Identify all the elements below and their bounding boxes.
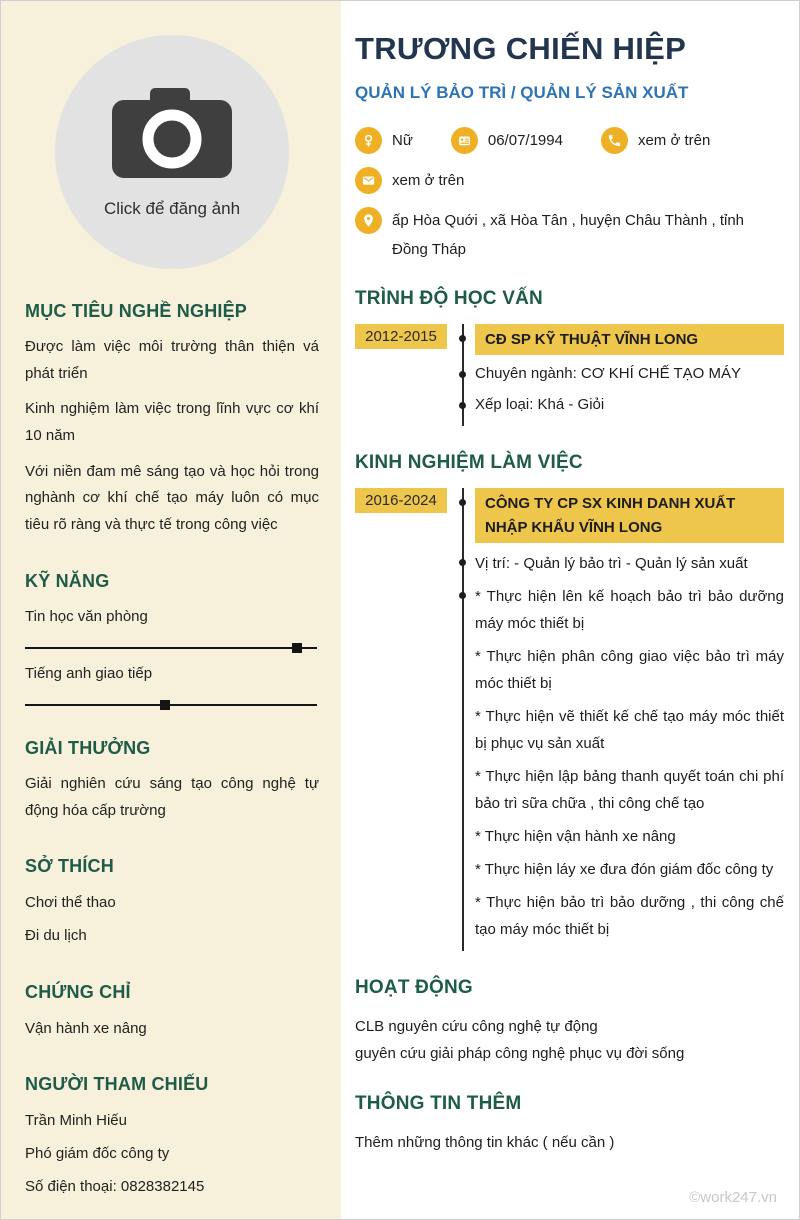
photo-upload[interactable] — [55, 35, 289, 269]
section-additional-info — [355, 1093, 784, 1156]
activity-line: CLB nguyên cứu công nghệ tự động — [355, 1017, 598, 1035]
additional-info-list — [355, 1129, 784, 1156]
photo-upload-label: Click để đăng ảnh — [103, 198, 241, 218]
objective-paragraph: Với niền đam mê sáng tạo và học hỏi trong nghành cơ khí chế tạo máy luôn có mục tiêu rõ ràng và thực tế trong công việc — [25, 462, 319, 534]
objective-paragraphs — [25, 334, 319, 539]
education-period-badge: 2012-2015 — [355, 324, 447, 349]
experience-detail: * Thực hiện lập bảng thanh quyết toán chi phí bảo trì sữa chữa , thi công chế tạo — [475, 767, 784, 812]
education-details — [475, 362, 784, 417]
contact-row-3 — [355, 207, 784, 264]
objective-paragraph: Được làm việc môi trường thân thiện vá phát triển — [25, 338, 319, 382]
education-detail: Chuyên ngành: CƠ KHÍ CHẾ TẠO MÁY — [475, 362, 784, 386]
hobbies-heading: SỞ THÍCH — [25, 856, 114, 877]
contact-address — [355, 207, 784, 264]
skill-marker[interactable] — [160, 700, 170, 710]
section-activities — [355, 977, 784, 1067]
activities-list — [355, 1013, 784, 1067]
phone-icon — [601, 127, 628, 154]
skills-list — [25, 608, 319, 706]
contact-row-1 — [355, 127, 784, 154]
skill-slider[interactable] — [25, 704, 317, 706]
experience-detail: * Thực hiện lên kế hoạch bảo trì bảo dưỡng máy móc thiết bị — [475, 583, 784, 637]
reference-line: Số điện thoại: 0828382145 — [25, 1177, 205, 1195]
candidate-job-title: QUẢN LÝ BẢO TRÌ / QUẢN LÝ SẢN XUẤT — [355, 83, 689, 102]
experience-detail: * Thực hiện bảo trì bảo dưỡng , thi công chế tạo máy móc thiết bị — [475, 893, 784, 938]
section-skills — [25, 571, 319, 706]
reference-line: Trần Minh Hiếu — [25, 1112, 127, 1130]
award-item: Giải nghiên cứu sáng tạo công nghệ tự động hóa cấp trường — [25, 774, 319, 819]
birthday-value: 06/07/1994 — [487, 132, 563, 149]
awards-heading: GIẢI THƯỞNG — [25, 737, 151, 758]
location-icon — [355, 207, 382, 234]
additional-info-heading: THÔNG TIN THÊM — [355, 1092, 522, 1114]
candidate-name: TRƯƠNG CHIẾN HIỆP — [355, 31, 687, 66]
education-heading: TRÌNH ĐỘ HỌC VẤN — [355, 288, 543, 309]
hobby-item: Đi du lịch — [25, 926, 87, 944]
activity-line: guyên cứu giải pháp công nghệ phục vụ đời sống — [355, 1044, 685, 1062]
skill-label: Tiếng anh giao tiếp — [25, 664, 153, 682]
section-objective — [25, 301, 319, 539]
email-icon — [355, 167, 382, 194]
experience-timeline — [462, 488, 784, 951]
experience-detail: * Thực hiện vận hành xe nâng — [475, 827, 676, 845]
education-school: CĐ SP KỸ THUẬT VĨNH LONG — [475, 324, 784, 355]
objective-heading: MỤC TIÊU NGHỀ NGHIỆP — [25, 301, 248, 321]
certificate-item: Vận hành xe nâng — [25, 1019, 147, 1037]
experience-detail: * Thực hiện phân công giao việc bảo trì máy móc thiết bị — [475, 647, 784, 692]
certificates-list — [25, 1015, 319, 1043]
main-column — [341, 1, 799, 1220]
skill-marker[interactable] — [292, 643, 302, 653]
experience-heading: KINH NGHIỆM LÀM VIỆC — [355, 452, 583, 474]
experience-detail: Vị trí: - Quản lý bảo trì - Quản lý sản xuất — [475, 550, 784, 577]
email-value: xem ở trên — [392, 172, 465, 189]
skill-item — [25, 665, 319, 706]
experience-details — [475, 550, 784, 943]
phone-value: xem ở trên — [637, 132, 711, 149]
skill-slider[interactable] — [25, 647, 317, 649]
section-education — [355, 288, 784, 426]
activities-heading: HOẠT ĐỘNG — [355, 976, 473, 998]
watermark: ©work247.vn — [689, 1189, 777, 1206]
hobbies-list — [25, 889, 319, 950]
certificates-heading: CHỨNG CHỈ — [25, 981, 131, 1002]
section-certificates — [25, 982, 319, 1043]
education-timeline — [462, 324, 784, 426]
gender-icon — [355, 127, 382, 154]
sidebar — [1, 1, 341, 1220]
gender-value: Nữ — [392, 132, 413, 149]
birthday-icon — [451, 127, 478, 154]
contact-birthday — [451, 127, 563, 154]
section-references — [25, 1074, 319, 1200]
contact-gender — [355, 127, 413, 154]
education-entry — [355, 324, 784, 426]
hobby-item: Chơi thể thao — [25, 894, 116, 912]
contact-phone — [601, 127, 710, 154]
skills-heading: KỸ NĂNG — [25, 570, 110, 591]
contact-email — [355, 167, 464, 194]
section-awards — [25, 738, 319, 824]
references-heading: NGƯỜI THAM CHIẾU — [25, 1074, 209, 1095]
references-list — [25, 1107, 319, 1200]
section-hobbies — [25, 856, 319, 950]
photo-area — [25, 1, 319, 269]
section-experience — [355, 452, 784, 951]
contact-block — [355, 127, 784, 264]
experience-detail: * Thực hiện láy xe đưa đón giám đốc công ty — [475, 860, 774, 878]
cv-columns — [1, 1, 799, 1220]
contact-row-2 — [355, 167, 784, 194]
experience-period-badge: 2016-2024 — [355, 488, 447, 513]
experience-detail: * Thực hiện vẽ thiết kế chế tạo máy móc thiết bị phục vụ sản xuất — [475, 707, 784, 752]
objective-paragraph: Kinh nghiệm làm việc trong lĩnh vực cơ khí 10 năm — [25, 400, 319, 445]
awards-list — [25, 771, 319, 824]
address-value: ấp Hòa Quới , xã Hòa Tân , huyện Châu Thành , tỉnh Đồng Tháp — [392, 212, 745, 258]
reference-line: Phó giám đốc công ty — [25, 1145, 170, 1163]
education-detail: Xếp loại: Khá - Giỏi — [475, 393, 784, 417]
experience-company: CÔNG TY CP SX KINH DANH XUẤT NHẬP KHẨU VĨNH LONG — [475, 488, 784, 543]
skill-label: Tin học văn phòng — [25, 607, 148, 625]
skill-item — [25, 608, 319, 649]
additional-info-line: Thêm những thông tin khác ( nếu cần ) — [355, 1133, 615, 1151]
experience-entry — [355, 488, 784, 951]
camera-icon — [106, 86, 238, 191]
